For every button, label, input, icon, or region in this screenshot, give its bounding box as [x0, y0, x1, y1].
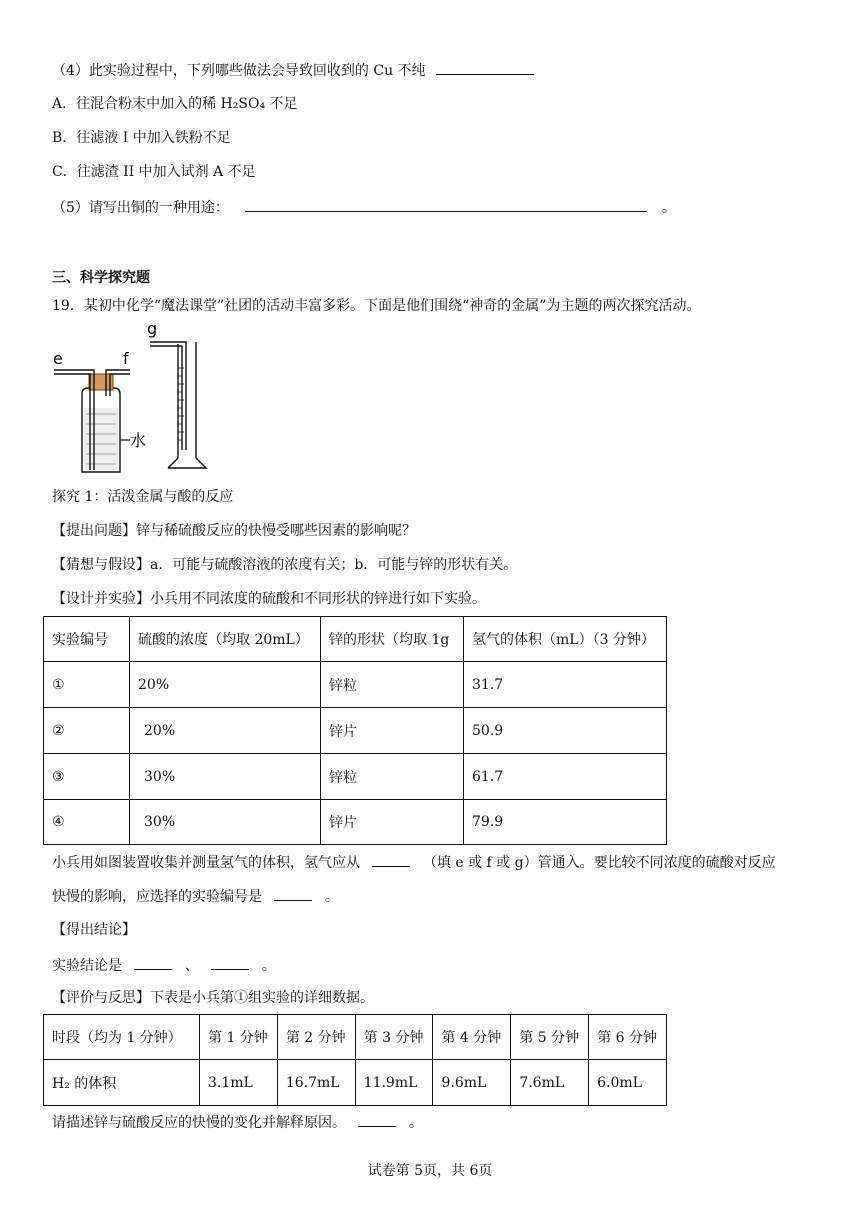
graduated-cylinder [168, 342, 206, 468]
cylinder-scale [178, 368, 184, 440]
inlet-blank[interactable] [372, 852, 410, 867]
table-cell: H₂ 的体积 [44, 1060, 200, 1106]
label-e: e [53, 349, 63, 368]
table-cell: 锌粒 [321, 754, 464, 800]
collect-text-a: 小兵用如图装置收集并测量氢气的体积，氢气应从 [52, 855, 360, 871]
table-cell: 31.7 [464, 662, 667, 708]
table-header-cell: 时段（均为 1 分钟） [44, 1015, 200, 1060]
collect-end: 。 [324, 889, 339, 905]
label-f: f [123, 349, 129, 368]
describe-text: 请描述锌与硫酸反应的快慢的变化并解释原因。 [52, 1115, 346, 1131]
table-cell: 16.7mL [277, 1060, 355, 1106]
table-cell: 6.0mL [589, 1060, 667, 1106]
table-cell: 9.6mL [433, 1060, 511, 1106]
table-cell: ④ [44, 800, 130, 845]
label-g: g [147, 319, 158, 338]
table-cell: 锌片 [321, 708, 464, 754]
table-row [44, 708, 667, 754]
q4-text [52, 60, 534, 81]
table-cell: 61.7 [464, 754, 667, 800]
table-header-row [44, 617, 667, 662]
table-header-cell: 锌的形状（均取 1g [321, 617, 464, 662]
q5-answer-blank[interactable] [245, 197, 647, 212]
conclusion-text: 实验结论是 [52, 958, 122, 974]
hypothesis-line: 【猜想与假设】a．可能与硫酸溶液的浓度有关；b．可能与锌的形状有关。 [52, 557, 518, 573]
conclusion-blank-2[interactable] [211, 955, 249, 970]
table-cell: ③ [44, 754, 130, 800]
conclusion-end: 。 [261, 958, 276, 974]
table-cell: 20% [130, 662, 321, 708]
question-line: 【提出问题】锌与稀硫酸反应的快慢受哪些因素的影响呢？ [52, 523, 416, 539]
experiment-number-blank[interactable] [274, 886, 312, 901]
table-row [44, 1060, 667, 1106]
evaluation-line: 【评价与反思】下表是小兵第①组实验的详细数据。 [52, 990, 374, 1006]
table-header-cell: 第 2 分钟 [277, 1015, 355, 1060]
table-cell: 3.1mL [200, 1060, 278, 1106]
describe-line [52, 1112, 423, 1133]
table-header-row [44, 1015, 667, 1060]
table-cell: 锌片 [321, 800, 464, 845]
conclusion-line [52, 955, 276, 976]
label-water: 水 [130, 431, 147, 450]
q4-option-b: B．往滤液 I 中加入铁粉不足 [52, 130, 231, 146]
time-data-table [43, 1014, 667, 1106]
q4-option-c: C．往滤渣 II 中加入试剂 A 不足 [52, 164, 256, 180]
table-cell: 79.9 [464, 800, 667, 845]
table-cell: 锌粒 [321, 662, 464, 708]
table-header-cell: 第 6 分钟 [589, 1015, 667, 1060]
q4-stem: （4）此实验过程中，下列哪些做法会导致回收到的 Cu 不纯 [52, 63, 426, 79]
collect-text-b: （填 e 或 f 或 g）管通入。要比较不同浓度的硫酸对反应 [422, 855, 776, 871]
table-cell: 50.9 [464, 708, 667, 754]
q19-stem: 19．某初中化学“魔法课堂”社团的活动丰富多彩。下面是他们围绕“神奇的金属”为主题的两次探究活动。 [52, 298, 701, 314]
table-row [44, 662, 667, 708]
conclusion-sep: 、 [184, 958, 199, 974]
table-row [44, 800, 667, 845]
table-cell: 11.9mL [355, 1060, 433, 1106]
q4-option-a: A．往混合粉末中加入的稀 H₂SO₄ 不足 [52, 96, 298, 112]
page-footer: 试卷第 5页，共 6页 [367, 1163, 493, 1179]
conclusion-blank-1[interactable] [134, 955, 172, 970]
apparatus-figure [50, 318, 220, 480]
table-header-cell: 第 1 分钟 [200, 1015, 278, 1060]
table-header-cell: 实验编号 [44, 617, 130, 662]
table-cell: 7.6mL [511, 1060, 589, 1106]
collect-line-2 [52, 886, 339, 907]
section-title: 三、科学探究题 [52, 270, 150, 286]
experiment-table [43, 616, 667, 845]
table-header-cell: 第 3 分钟 [355, 1015, 433, 1060]
tube-g [150, 342, 186, 450]
describe-blank[interactable] [358, 1112, 396, 1127]
table-cell: ① [44, 662, 130, 708]
q4-answer-blank[interactable] [436, 60, 534, 75]
explore1-title: 探究 1：活泼金属与酸的反应 [52, 489, 234, 505]
q5-stem: （5）请写出铜的一种用途： [52, 200, 229, 216]
table-header-cell: 第 4 分钟 [433, 1015, 511, 1060]
table-cell: 30% [130, 800, 321, 845]
design-line: 【设计并实验】小兵用不同浓度的硫酸和不同形状的锌进行如下实验。 [52, 591, 486, 607]
tube-f [106, 370, 130, 396]
collect-line-1 [52, 852, 776, 873]
q5-text [52, 197, 676, 218]
conclusion-title: 【得出结论】 [52, 922, 136, 938]
describe-end: 。 [408, 1115, 423, 1131]
collect-text-c: 快慢的影响，应选择的实验编号是 [52, 889, 262, 905]
table-row [44, 754, 667, 800]
table-cell: 20% [130, 708, 321, 754]
table-cell: 30% [130, 754, 321, 800]
q5-end: 。 [661, 200, 676, 216]
table-header-cell: 硫酸的浓度（均取 20mL） [130, 617, 321, 662]
table-header-cell: 氢气的体积（mL）（3 分钟） [464, 617, 667, 662]
table-cell: ② [44, 708, 130, 754]
table-header-cell: 第 5 分钟 [511, 1015, 589, 1060]
gas-bottle [82, 388, 120, 472]
